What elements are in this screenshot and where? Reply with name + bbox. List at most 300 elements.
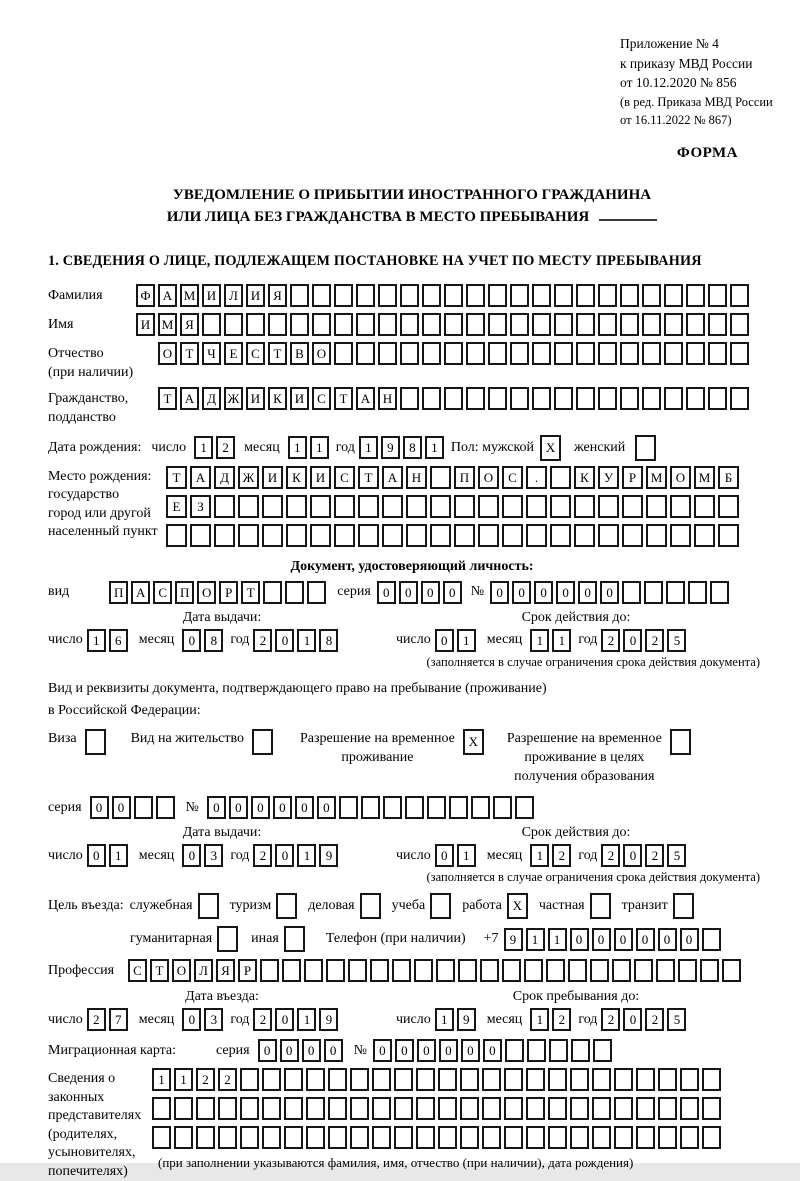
char-box[interactable]: 0 xyxy=(658,928,677,951)
char-box[interactable] xyxy=(328,1068,347,1091)
char-box[interactable] xyxy=(708,313,727,336)
char-box[interactable] xyxy=(430,524,451,547)
char-box[interactable]: О xyxy=(197,581,216,604)
char-box[interactable] xyxy=(416,1126,435,1149)
char-box[interactable] xyxy=(504,1097,523,1120)
char-box[interactable] xyxy=(382,524,403,547)
char-box[interactable]: 1 xyxy=(530,629,549,652)
char-box[interactable]: Т xyxy=(158,387,177,410)
char-box[interactable] xyxy=(598,342,617,365)
char-box[interactable]: 0 xyxy=(251,796,270,819)
char-box[interactable]: И xyxy=(262,466,283,489)
char-box[interactable] xyxy=(642,342,661,365)
char-box[interactable] xyxy=(548,1097,567,1120)
char-box[interactable] xyxy=(702,928,721,951)
char-box[interactable] xyxy=(527,1039,546,1062)
char-box[interactable]: 0 xyxy=(592,928,611,951)
char-box[interactable] xyxy=(214,524,235,547)
char-box[interactable] xyxy=(620,284,639,307)
char-box[interactable]: X xyxy=(507,893,528,919)
char-box[interactable] xyxy=(240,1126,259,1149)
char-box[interactable]: П xyxy=(454,466,475,489)
char-box[interactable]: С xyxy=(502,466,523,489)
char-box[interactable] xyxy=(260,959,279,982)
char-box[interactable]: 5 xyxy=(667,1008,686,1031)
char-box[interactable] xyxy=(460,1068,479,1091)
char-box[interactable] xyxy=(240,1097,259,1120)
char-box[interactable]: С xyxy=(334,466,355,489)
char-box[interactable]: 2 xyxy=(218,1068,237,1091)
char-box[interactable] xyxy=(554,387,573,410)
char-box[interactable]: 1 xyxy=(152,1068,171,1091)
char-box[interactable] xyxy=(526,1126,545,1149)
char-box[interactable]: Е xyxy=(224,342,243,365)
char-box[interactable]: Т xyxy=(334,387,353,410)
char-box[interactable] xyxy=(134,796,153,819)
char-box[interactable] xyxy=(306,1068,325,1091)
char-box[interactable] xyxy=(312,284,331,307)
char-box[interactable]: 5 xyxy=(667,629,686,652)
char-box[interactable]: Л xyxy=(194,959,213,982)
char-box[interactable]: 9 xyxy=(504,928,523,951)
char-box[interactable] xyxy=(166,524,187,547)
char-box[interactable] xyxy=(550,524,571,547)
char-box[interactable] xyxy=(622,495,643,518)
char-box[interactable] xyxy=(708,342,727,365)
char-box[interactable] xyxy=(152,1126,171,1149)
char-box[interactable]: 0 xyxy=(229,796,248,819)
char-box[interactable] xyxy=(238,524,259,547)
char-box[interactable] xyxy=(598,313,617,336)
char-box[interactable]: О xyxy=(670,466,691,489)
char-box[interactable] xyxy=(532,313,551,336)
char-box[interactable]: 0 xyxy=(182,1008,201,1031)
char-box[interactable] xyxy=(634,959,653,982)
char-box[interactable]: 0 xyxy=(377,581,396,604)
char-box[interactable]: И xyxy=(246,387,265,410)
char-box[interactable]: 0 xyxy=(295,796,314,819)
char-box[interactable]: Я xyxy=(180,313,199,336)
char-box[interactable] xyxy=(326,959,345,982)
char-box[interactable] xyxy=(686,313,705,336)
char-box[interactable] xyxy=(284,1068,303,1091)
char-box[interactable] xyxy=(574,524,595,547)
char-box[interactable] xyxy=(702,1068,721,1091)
char-box[interactable] xyxy=(214,495,235,518)
char-box[interactable]: 1 xyxy=(530,1008,549,1031)
char-box[interactable]: Т xyxy=(358,466,379,489)
char-box[interactable]: Ч xyxy=(202,342,221,365)
char-box[interactable]: 8 xyxy=(403,436,422,459)
char-box[interactable]: 1 xyxy=(297,844,316,867)
char-box[interactable]: Б xyxy=(718,466,739,489)
char-box[interactable]: 2 xyxy=(552,1008,571,1031)
char-box[interactable]: 3 xyxy=(204,1008,223,1031)
char-box[interactable] xyxy=(394,1097,413,1120)
char-box[interactable] xyxy=(361,796,380,819)
char-box[interactable]: 0 xyxy=(483,1039,502,1062)
char-box[interactable] xyxy=(730,313,749,336)
char-box[interactable]: 2 xyxy=(601,844,620,867)
char-box[interactable] xyxy=(471,796,490,819)
char-box[interactable] xyxy=(592,1097,611,1120)
char-box[interactable] xyxy=(670,729,691,755)
char-box[interactable] xyxy=(670,524,691,547)
char-box[interactable]: 0 xyxy=(207,796,226,819)
char-box[interactable] xyxy=(658,1126,677,1149)
char-box[interactable] xyxy=(532,284,551,307)
char-box[interactable] xyxy=(218,1097,237,1120)
char-box[interactable]: 0 xyxy=(280,1039,299,1062)
char-box[interactable] xyxy=(702,1126,721,1149)
char-box[interactable]: 0 xyxy=(87,844,106,867)
char-box[interactable] xyxy=(673,893,694,919)
char-box[interactable]: 0 xyxy=(395,1039,414,1062)
char-box[interactable] xyxy=(554,313,573,336)
char-box[interactable]: 1 xyxy=(194,436,213,459)
char-box[interactable] xyxy=(422,284,441,307)
char-box[interactable]: 0 xyxy=(324,1039,343,1062)
char-box[interactable]: К xyxy=(286,466,307,489)
char-box[interactable] xyxy=(510,284,529,307)
char-box[interactable]: 0 xyxy=(90,796,109,819)
char-box[interactable]: 0 xyxy=(417,1039,436,1062)
char-box[interactable]: Я xyxy=(216,959,235,982)
char-box[interactable] xyxy=(414,959,433,982)
char-box[interactable]: 0 xyxy=(623,844,642,867)
char-box[interactable] xyxy=(664,387,683,410)
char-box[interactable] xyxy=(526,1097,545,1120)
char-box[interactable]: 2 xyxy=(601,1008,620,1031)
char-box[interactable]: 0 xyxy=(421,581,440,604)
char-box[interactable]: 0 xyxy=(275,1008,294,1031)
char-box[interactable] xyxy=(422,387,441,410)
char-box[interactable] xyxy=(372,1068,391,1091)
char-box[interactable]: И xyxy=(246,284,265,307)
char-box[interactable] xyxy=(262,524,283,547)
char-box[interactable]: 2 xyxy=(552,844,571,867)
char-box[interactable] xyxy=(360,893,381,919)
char-box[interactable] xyxy=(598,387,617,410)
char-box[interactable] xyxy=(502,959,521,982)
char-box[interactable] xyxy=(356,313,375,336)
char-box[interactable]: 0 xyxy=(570,928,589,951)
char-box[interactable]: 1 xyxy=(548,928,567,951)
char-box[interactable] xyxy=(664,342,683,365)
char-box[interactable] xyxy=(430,893,451,919)
char-box[interactable] xyxy=(284,926,305,952)
char-box[interactable]: И xyxy=(136,313,155,336)
char-box[interactable] xyxy=(504,1068,523,1091)
char-box[interactable] xyxy=(680,1126,699,1149)
char-box[interactable] xyxy=(636,1126,655,1149)
char-box[interactable]: 0 xyxy=(275,844,294,867)
char-box[interactable]: З xyxy=(190,495,211,518)
char-box[interactable] xyxy=(554,284,573,307)
char-box[interactable] xyxy=(350,1126,369,1149)
char-box[interactable]: 2 xyxy=(253,629,272,652)
char-box[interactable]: 9 xyxy=(381,436,400,459)
char-box[interactable]: 1 xyxy=(109,844,128,867)
char-box[interactable] xyxy=(466,313,485,336)
char-box[interactable] xyxy=(262,1126,281,1149)
char-box[interactable] xyxy=(656,959,675,982)
char-box[interactable] xyxy=(350,1068,369,1091)
char-box[interactable] xyxy=(285,581,304,604)
char-box[interactable] xyxy=(286,495,307,518)
char-box[interactable]: 1 xyxy=(297,629,316,652)
char-box[interactable] xyxy=(334,284,353,307)
char-box[interactable] xyxy=(694,524,715,547)
char-box[interactable] xyxy=(430,495,451,518)
char-box[interactable] xyxy=(510,387,529,410)
char-box[interactable] xyxy=(636,1097,655,1120)
char-box[interactable] xyxy=(217,926,238,952)
char-box[interactable] xyxy=(688,581,707,604)
char-box[interactable] xyxy=(622,524,643,547)
char-box[interactable] xyxy=(394,1126,413,1149)
char-box[interactable]: Н xyxy=(406,466,427,489)
char-box[interactable]: 0 xyxy=(435,629,454,652)
char-box[interactable] xyxy=(505,1039,524,1062)
char-box[interactable] xyxy=(454,495,475,518)
char-box[interactable] xyxy=(576,387,595,410)
char-box[interactable] xyxy=(488,313,507,336)
char-box[interactable]: О xyxy=(158,342,177,365)
char-box[interactable] xyxy=(635,435,656,461)
char-box[interactable]: Н xyxy=(378,387,397,410)
char-box[interactable]: А xyxy=(190,466,211,489)
char-box[interactable] xyxy=(614,1068,633,1091)
char-box[interactable] xyxy=(246,313,265,336)
char-box[interactable]: 2 xyxy=(216,436,235,459)
char-box[interactable] xyxy=(570,1126,589,1149)
char-box[interactable] xyxy=(466,284,485,307)
char-box[interactable] xyxy=(482,1097,501,1120)
char-box[interactable]: П xyxy=(109,581,128,604)
char-box[interactable]: 0 xyxy=(302,1039,321,1062)
char-box[interactable] xyxy=(458,959,477,982)
char-box[interactable] xyxy=(174,1126,193,1149)
char-box[interactable] xyxy=(382,495,403,518)
char-box[interactable]: X xyxy=(540,435,561,461)
char-box[interactable]: 3 xyxy=(204,844,223,867)
char-box[interactable]: X xyxy=(463,729,484,755)
char-box[interactable]: Т xyxy=(166,466,187,489)
char-box[interactable] xyxy=(444,313,463,336)
char-box[interactable]: А xyxy=(131,581,150,604)
char-box[interactable]: О xyxy=(312,342,331,365)
char-box[interactable] xyxy=(427,796,446,819)
char-box[interactable] xyxy=(576,313,595,336)
char-box[interactable] xyxy=(526,495,547,518)
char-box[interactable]: Е xyxy=(166,495,187,518)
char-box[interactable] xyxy=(339,796,358,819)
char-box[interactable]: 2 xyxy=(253,844,272,867)
char-box[interactable]: Д xyxy=(214,466,235,489)
char-box[interactable]: 0 xyxy=(556,581,575,604)
char-box[interactable] xyxy=(290,313,309,336)
char-box[interactable] xyxy=(416,1068,435,1091)
char-box[interactable] xyxy=(400,284,419,307)
char-box[interactable] xyxy=(666,581,685,604)
char-box[interactable]: 7 xyxy=(109,1008,128,1031)
char-box[interactable] xyxy=(550,466,571,489)
char-box[interactable] xyxy=(502,495,523,518)
char-box[interactable] xyxy=(218,1126,237,1149)
char-box[interactable] xyxy=(466,387,485,410)
char-box[interactable] xyxy=(444,284,463,307)
char-box[interactable] xyxy=(482,1126,501,1149)
char-box[interactable] xyxy=(644,581,663,604)
char-box[interactable] xyxy=(312,313,331,336)
char-box[interactable] xyxy=(574,495,595,518)
char-box[interactable] xyxy=(549,1039,568,1062)
char-box[interactable] xyxy=(358,524,379,547)
char-box[interactable] xyxy=(252,729,273,755)
char-box[interactable] xyxy=(598,524,619,547)
char-box[interactable] xyxy=(524,959,543,982)
char-box[interactable] xyxy=(510,313,529,336)
char-box[interactable]: И xyxy=(290,387,309,410)
char-box[interactable] xyxy=(370,959,389,982)
char-box[interactable] xyxy=(502,524,523,547)
char-box[interactable] xyxy=(290,284,309,307)
char-box[interactable]: 2 xyxy=(645,629,664,652)
char-box[interactable] xyxy=(306,1126,325,1149)
char-box[interactable] xyxy=(548,1126,567,1149)
char-box[interactable] xyxy=(438,1097,457,1120)
char-box[interactable] xyxy=(620,313,639,336)
char-box[interactable] xyxy=(372,1126,391,1149)
char-box[interactable] xyxy=(670,495,691,518)
char-box[interactable]: 6 xyxy=(109,629,128,652)
char-box[interactable]: 2 xyxy=(87,1008,106,1031)
char-box[interactable]: 0 xyxy=(512,581,531,604)
char-box[interactable] xyxy=(686,284,705,307)
char-box[interactable]: 1 xyxy=(174,1068,193,1091)
char-box[interactable]: 0 xyxy=(600,581,619,604)
char-box[interactable] xyxy=(642,313,661,336)
char-box[interactable] xyxy=(262,495,283,518)
char-box[interactable] xyxy=(593,1039,612,1062)
char-box[interactable]: М xyxy=(158,313,177,336)
char-box[interactable] xyxy=(268,313,287,336)
char-box[interactable]: 1 xyxy=(526,928,545,951)
char-box[interactable] xyxy=(590,959,609,982)
char-box[interactable] xyxy=(708,284,727,307)
char-box[interactable] xyxy=(620,387,639,410)
char-box[interactable] xyxy=(400,342,419,365)
char-box[interactable]: . xyxy=(526,466,547,489)
char-box[interactable]: Т xyxy=(268,342,287,365)
char-box[interactable]: Ф xyxy=(136,284,155,307)
char-box[interactable]: А xyxy=(382,466,403,489)
char-box[interactable] xyxy=(334,495,355,518)
char-box[interactable] xyxy=(488,342,507,365)
char-box[interactable] xyxy=(702,1097,721,1120)
char-box[interactable]: 1 xyxy=(552,629,571,652)
char-box[interactable]: 2 xyxy=(196,1068,215,1091)
char-box[interactable]: М xyxy=(694,466,715,489)
char-box[interactable] xyxy=(224,313,243,336)
char-box[interactable] xyxy=(454,524,475,547)
char-box[interactable]: 1 xyxy=(297,1008,316,1031)
char-box[interactable] xyxy=(694,495,715,518)
char-box[interactable] xyxy=(422,342,441,365)
char-box[interactable]: Ж xyxy=(224,387,243,410)
char-box[interactable]: 0 xyxy=(435,844,454,867)
char-box[interactable] xyxy=(174,1097,193,1120)
char-box[interactable] xyxy=(307,581,326,604)
char-box[interactable]: 9 xyxy=(457,1008,476,1031)
char-box[interactable] xyxy=(416,1097,435,1120)
char-box[interactable] xyxy=(722,959,741,982)
char-box[interactable]: 0 xyxy=(614,928,633,951)
char-box[interactable]: 0 xyxy=(275,629,294,652)
char-box[interactable] xyxy=(730,284,749,307)
char-box[interactable]: 2 xyxy=(601,629,620,652)
char-box[interactable] xyxy=(328,1097,347,1120)
char-box[interactable]: 0 xyxy=(273,796,292,819)
char-box[interactable] xyxy=(400,387,419,410)
char-box[interactable]: Д xyxy=(202,387,221,410)
char-box[interactable] xyxy=(526,1068,545,1091)
char-box[interactable] xyxy=(548,1068,567,1091)
char-box[interactable] xyxy=(488,284,507,307)
char-box[interactable]: 2 xyxy=(645,1008,664,1031)
char-box[interactable] xyxy=(614,1126,633,1149)
char-box[interactable] xyxy=(658,1068,677,1091)
char-box[interactable]: 0 xyxy=(534,581,553,604)
char-box[interactable] xyxy=(504,1126,523,1149)
char-box[interactable] xyxy=(304,959,323,982)
char-box[interactable]: М xyxy=(180,284,199,307)
char-box[interactable] xyxy=(152,1097,171,1120)
char-box[interactable] xyxy=(383,796,402,819)
char-box[interactable] xyxy=(718,524,739,547)
char-box[interactable] xyxy=(378,342,397,365)
char-box[interactable]: 0 xyxy=(112,796,131,819)
char-box[interactable] xyxy=(392,959,411,982)
char-box[interactable] xyxy=(570,1068,589,1091)
char-box[interactable]: 8 xyxy=(204,629,223,652)
char-box[interactable] xyxy=(356,342,375,365)
char-box[interactable]: С xyxy=(312,387,331,410)
char-box[interactable] xyxy=(438,1126,457,1149)
char-box[interactable] xyxy=(276,893,297,919)
char-box[interactable] xyxy=(460,1097,479,1120)
char-box[interactable] xyxy=(680,1068,699,1091)
char-box[interactable] xyxy=(636,1068,655,1091)
char-box[interactable] xyxy=(686,342,705,365)
char-box[interactable] xyxy=(664,284,683,307)
char-box[interactable] xyxy=(730,387,749,410)
char-box[interactable]: 0 xyxy=(623,629,642,652)
char-box[interactable]: 0 xyxy=(680,928,699,951)
char-box[interactable] xyxy=(515,796,534,819)
char-box[interactable]: С xyxy=(246,342,265,365)
char-box[interactable]: 0 xyxy=(182,629,201,652)
char-box[interactable]: Я xyxy=(268,284,287,307)
char-box[interactable] xyxy=(284,1126,303,1149)
char-box[interactable] xyxy=(190,524,211,547)
char-box[interactable]: 0 xyxy=(439,1039,458,1062)
char-box[interactable]: 1 xyxy=(425,436,444,459)
char-box[interactable]: А xyxy=(180,387,199,410)
char-box[interactable]: 0 xyxy=(490,581,509,604)
char-box[interactable] xyxy=(658,1097,677,1120)
